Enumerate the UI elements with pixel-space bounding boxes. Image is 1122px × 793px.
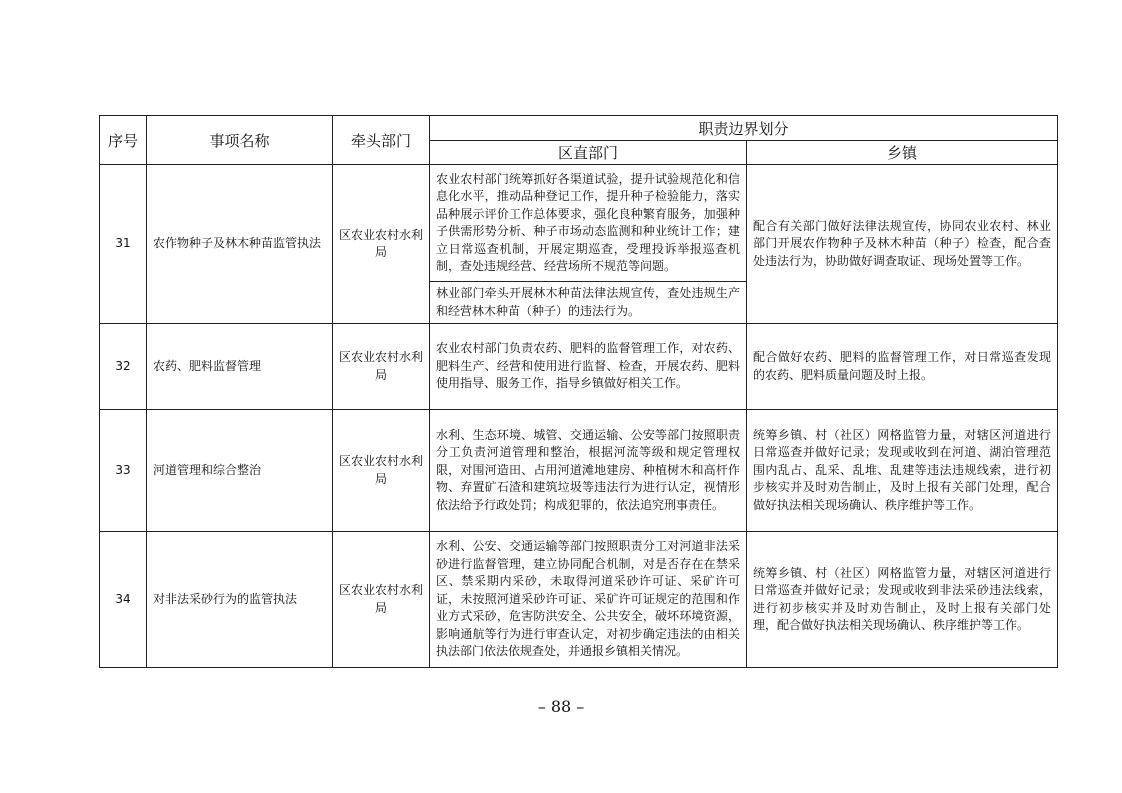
row-lead-dept: 区农业农村水利局	[333, 532, 430, 668]
header-lead-dept: 牵头部门	[333, 116, 430, 165]
responsibility-table	[99, 115, 1058, 668]
row-item-name: 对非法采砂行为的监管执法	[147, 532, 333, 668]
row-item-name: 农作物种子及林木种苗监管执法	[147, 165, 333, 324]
row-seq: 32	[100, 324, 147, 410]
table-row	[100, 324, 1058, 410]
row-item-name: 河道管理和综合整治	[147, 410, 333, 532]
row-district-duty: 水利、公安、交通运输等部门按照职责分工对河道非法采砂进行监督管理，建立协同配合机制，对是否存在在禁采区、禁采期内采砂，未取得河道采砂许可证、采矿许可证，未按照河道采砂许可证、采矿许可证规定的范围和作业方式采砂，危害防洪安全、公共安全，破坏环境资源，影响通航等行为进行审查认定，对初步确定违法的由相关执法部门依法依规查处，并通报乡镇相关情况。	[430, 532, 747, 668]
row-district-duty: 农业农村部门负责农药、肥料的监督管理工作，对农药、肥料生产、经营和使用进行监督、检查，开展农药、肥料使用指导、服务工作，指导乡镇做好相关工作。	[430, 324, 747, 410]
row-lead-dept: 区农业农村水利局	[333, 165, 430, 324]
row-district-duty-forestry: 林业部门牵头开展林木种苗法律法规宣传，查处违规生产和经营林木种苗（种子）的违法行为。	[430, 282, 747, 324]
header-division: 职责边界划分	[430, 116, 1058, 141]
row-item-name: 农药、肥料监督管理	[147, 324, 333, 410]
header-seq: 序号	[100, 116, 147, 165]
page-number: – 88 –	[537, 697, 585, 716]
header-district-dept: 区直部门	[430, 141, 747, 165]
row-lead-dept: 区农业农村水利局	[333, 410, 430, 532]
table-row	[100, 410, 1058, 532]
header-row-1	[100, 116, 1058, 141]
header-item-name: 事项名称	[147, 116, 333, 165]
row-seq: 33	[100, 410, 147, 532]
row-district-duty: 水利、生态环境、城管、交通运输、公安等部门按照职责分工负责河道管理和整治，根据河流等级和规定管理权限，对围河造田、占用河道滩地建房、种植树木和高杆作物、弃置矿石渣和建筑垃圾等违法行为进行认定，视情形依法给予行政处罚；构成犯罪的，依法追究刑事责任。	[430, 410, 747, 532]
row-township-duty: 配合做好农药、肥料的监督管理工作，对日常巡查发现的农药、肥料质量问题及时上报。	[747, 324, 1058, 410]
row-seq: 31	[100, 165, 147, 324]
row-district-duty: 农业农村部门统筹抓好各渠道试验，提升试验规范化和信息化水平，推动品种登记工作，提升种子检验能力，落实品种展示评价工作总体要求，强化良种繁育服务，加强种子供需形势分析、种子市场动态监测和种业统计工作；建立日常巡查机制，开展定期巡查，受理投诉举报巡查机制，查处违规经营、经营场所不规范等问题。	[430, 165, 747, 282]
header-township: 乡镇	[747, 141, 1058, 165]
row-township-duty: 配合有关部门做好法律法规宣传，协同农业农村、林业部门开展农作物种子及林木种苗（种子）检查，配合查处违法行为，协助做好调查取证、现场处置等工作。	[747, 165, 1058, 324]
row-township-duty: 统筹乡镇、村（社区）网格监管力量，对辖区河道进行日常巡查并做好记录；发现或收到非法采砂违法线索，进行初步核实并及时劝告制止，及时上报有关部门处理，配合做好执法相关现场确认、秩序维护等工作。	[747, 532, 1058, 668]
table-row	[100, 165, 1058, 282]
table-row	[100, 532, 1058, 668]
row-township-duty: 统筹乡镇、村（社区）网格监管力量，对辖区河道进行日常巡查并做好记录；发现或收到在河道、湖泊管理范围内乱占、乱采、乱堆、乱建等违法违规线索，进行初步核实并及时劝告制止，及时上报有关部门处理，配合做好执法相关现场确认、秩序维护等工作。	[747, 410, 1058, 532]
row-seq: 34	[100, 532, 147, 668]
row-lead-dept: 区农业农村水利局	[333, 324, 430, 410]
